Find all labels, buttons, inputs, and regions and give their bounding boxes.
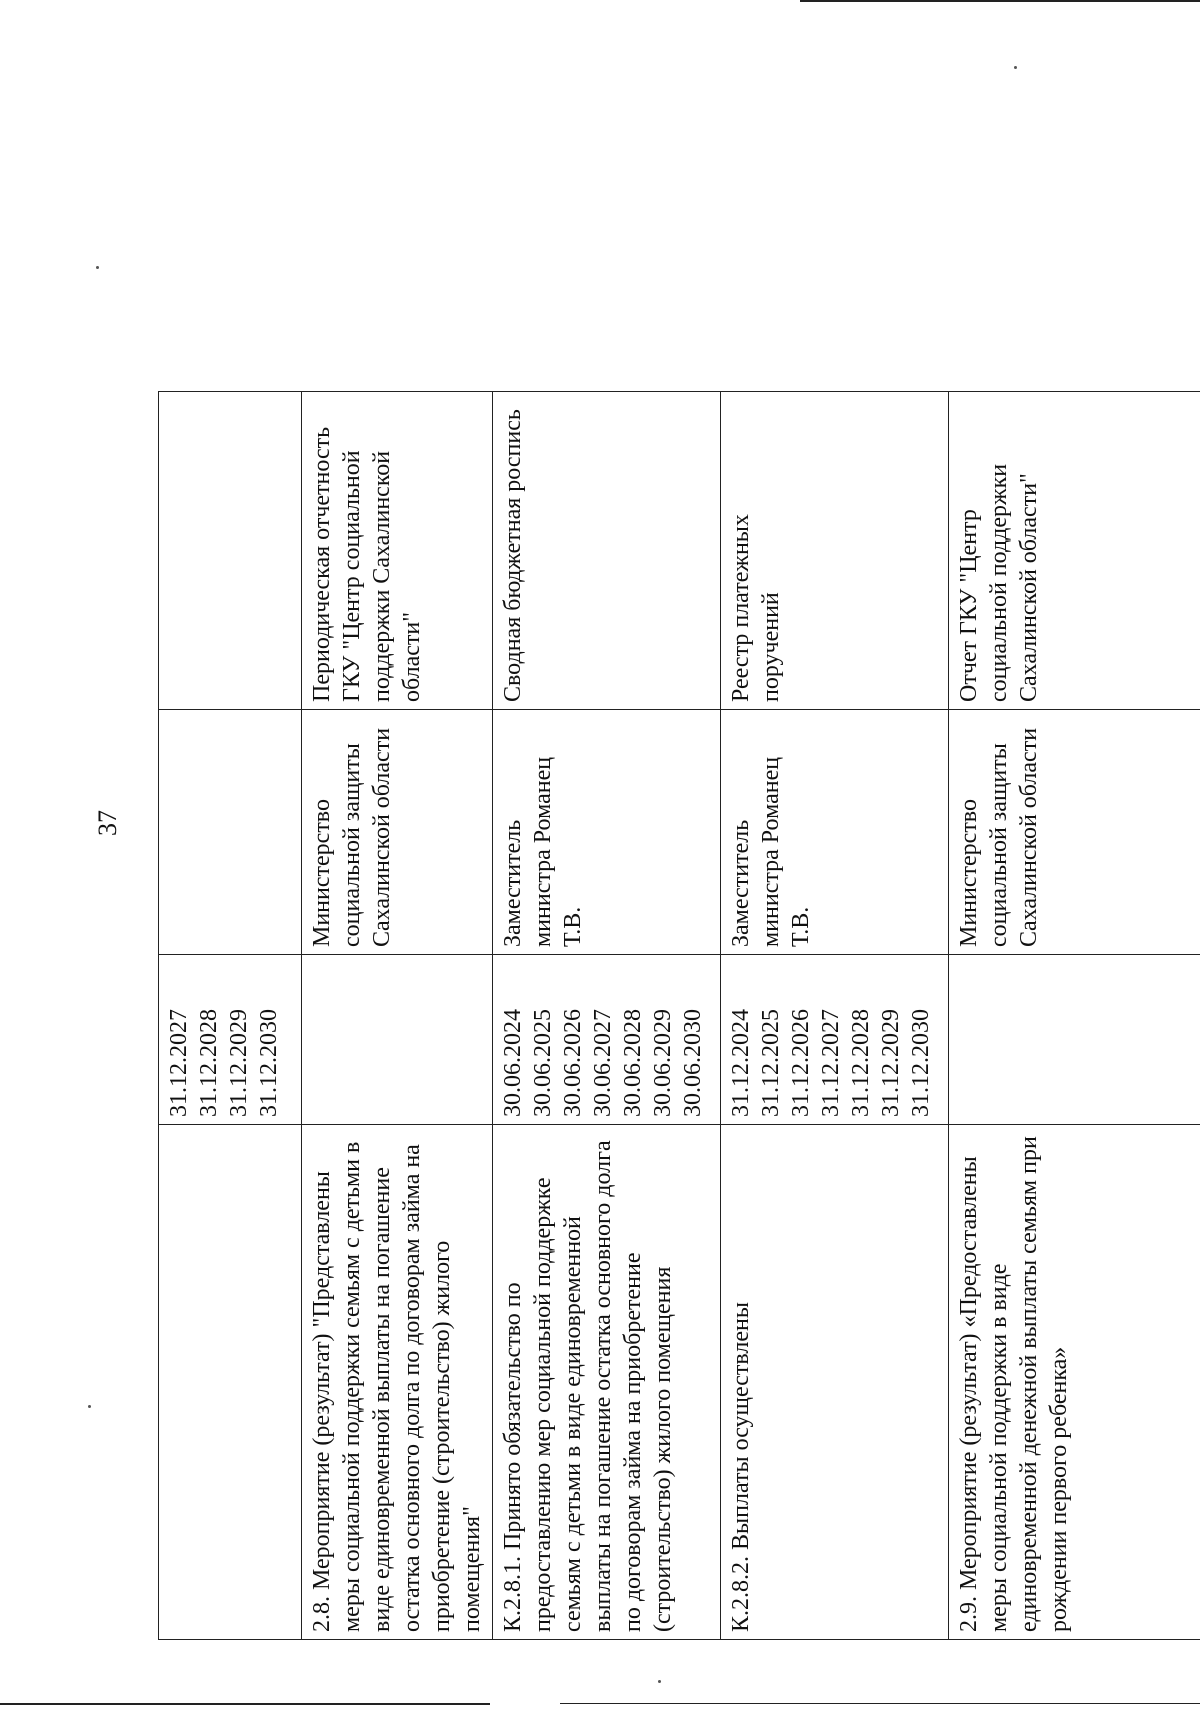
cell-description: К.2.8.2. Выплаты осуществлены (721, 1125, 949, 1640)
scan-speck (88, 1405, 91, 1408)
table-row (159, 55, 302, 1640)
cell-dates (302, 955, 493, 1125)
table-row (721, 55, 949, 1640)
cell-description: К.2.8.1. Принято обязательство по предоставлению мер социальной поддержке семьям с детьми в виде единовременной выплаты на погашение остатка основного долга по договорам займа на приобретение (строительство) жилого помещения (493, 1125, 721, 1640)
document-table (158, 54, 1200, 1640)
scan-speck (96, 266, 99, 269)
cell-document (159, 392, 302, 710)
cell-responsible: Министерство социальной защиты Сахалинской области (949, 710, 1200, 955)
cell-responsible: Заместитель министра Романец Т.В. (493, 710, 721, 955)
scan-speck (658, 1680, 661, 1683)
cell-description: 2.9. Мероприятие (результат) «Предоставлены меры социальной поддержки в виде единовременной денежной выплаты семьям при рождении первого ребенка» (949, 1125, 1200, 1640)
cell-dates (949, 955, 1200, 1125)
cell-responsible: Министерство социальной защиты Сахалинской области (302, 710, 493, 955)
cell-document: Сводная бюджетная роспись (493, 392, 721, 710)
cell-responsible: Заместитель министра Романец Т.В. (721, 710, 949, 955)
cell-document: Реестр платежных поручений (721, 392, 949, 710)
table-row (493, 55, 721, 1640)
table-row (302, 55, 493, 1640)
cell-document: Отчет ГКУ "Центр социальной поддержки Сахалинской области" (949, 392, 1200, 710)
cell-description: 2.8. Мероприятие (результат) "Представлены меры социальной поддержки семьям с детьми в виде единовременной выплаты на погашение остатка основного долга по договорам займа на приобретение (строительство) жилого помещения" (302, 1125, 493, 1640)
cell-responsible (159, 710, 302, 955)
scan-edge-bottom (0, 1703, 490, 1705)
table-row (949, 55, 1200, 1640)
cell-dates: 31.12.2027 31.12.2028 31.12.2029 31.12.2030 (159, 955, 302, 1125)
page-number: 37 (93, 810, 122, 836)
cell-dates: 30.06.2024 30.06.2025 30.06.2026 30.06.2027 30.06.2028 30.06.2029 30.06.2030 (493, 955, 721, 1125)
scan-edge-bottom-right (560, 1703, 1200, 1704)
cell-document: Периодическая отчетность ГКУ "Центр социальной поддержки Сахалинской области" (302, 392, 493, 710)
cell-description (159, 1125, 302, 1640)
scan-edge-top (800, 0, 1200, 2)
cell-dates: 31.12.2024 31.12.2025 31.12.2026 31.12.2027 31.12.2028 31.12.2029 31.12.2030 (721, 955, 949, 1125)
